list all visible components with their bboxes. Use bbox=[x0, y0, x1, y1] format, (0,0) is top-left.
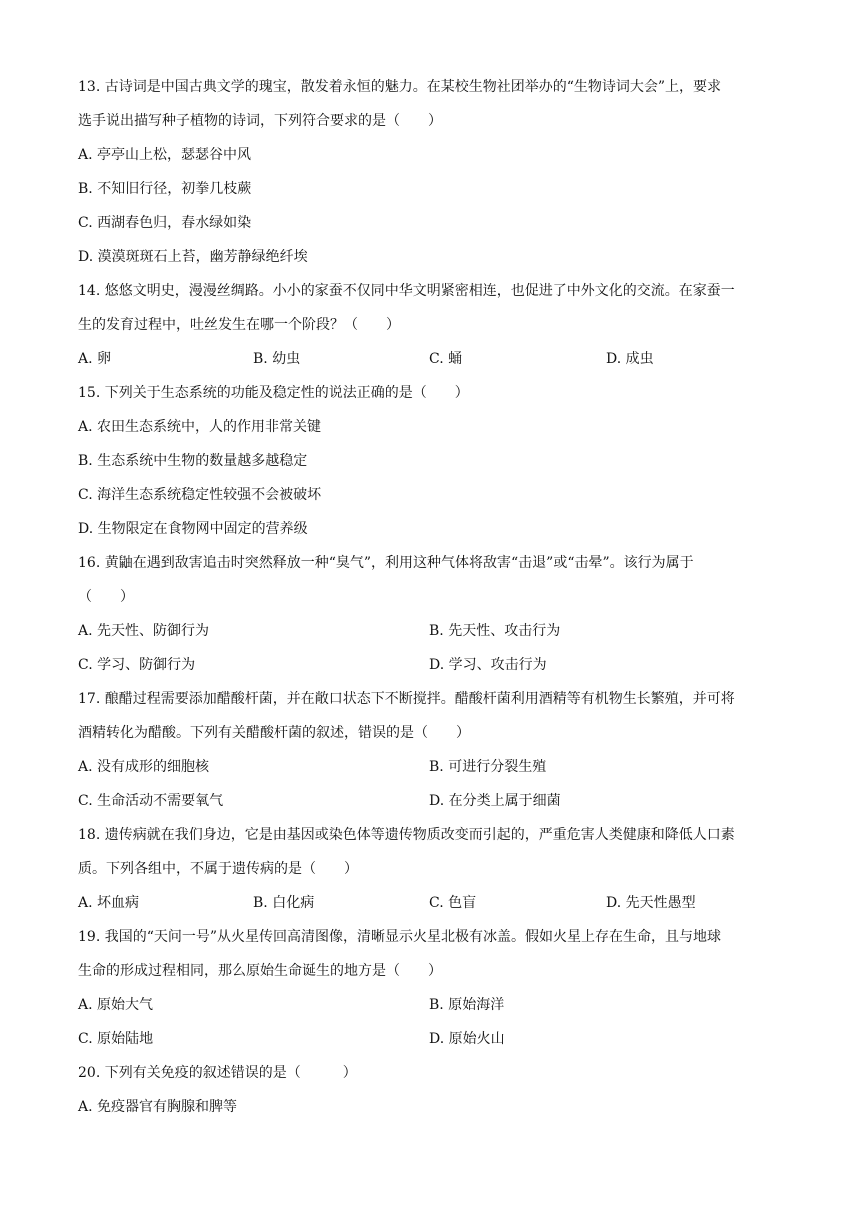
option-d: D. 学习、攻击行为 bbox=[429, 657, 547, 673]
question-15 bbox=[78, 376, 786, 546]
option-b: B. 先天性、攻击行为 bbox=[429, 623, 561, 639]
option-a: A. 卵 bbox=[78, 351, 112, 367]
question-stem: 20. 下列有关免疫的叙述错误的是（ ） bbox=[78, 1065, 357, 1081]
option-d: D. 漠漠斑斑石上苔，幽芳静绿绝纤埃 bbox=[78, 249, 308, 265]
option-b: B. 原始海洋 bbox=[429, 997, 505, 1013]
question-stem: （ ） bbox=[78, 589, 134, 605]
question-stem: 质。下列各组中，不属于遗传病的是（ ） bbox=[78, 861, 358, 877]
option-c: C. 海洋生态系统稳定性较强不会被破坏 bbox=[78, 487, 322, 503]
question-14 bbox=[78, 274, 786, 376]
question-stem: 生命的形成过程相同，那么原始生命诞生的地方是（ ） bbox=[78, 963, 442, 979]
options-row bbox=[78, 784, 786, 818]
option-d: D. 生物限定在食物网中固定的营养级 bbox=[78, 521, 308, 537]
question-18 bbox=[78, 818, 786, 920]
question-stem: 18. 遗传病就在我们身边，它是由基因或染色体等遗传物质改变而引起的，严重危害人类健康和降低人口素 bbox=[78, 827, 735, 843]
option-a: A. 没有成形的细胞核 bbox=[78, 759, 210, 775]
question-stem: 15. 下列关于生态系统的功能及稳定性的说法正确的是（ ） bbox=[78, 385, 469, 401]
question-20 bbox=[78, 1056, 786, 1124]
exam-page bbox=[78, 70, 786, 1124]
question-stem: 17. 酿醋过程需要添加醋酸杆菌，并在敞口状态下不断搅拌。醋酸杆菌利用酒精等有机物生长繁殖，并可将 bbox=[78, 691, 735, 707]
question-16 bbox=[78, 546, 786, 682]
option-d: D. 成虫 bbox=[606, 351, 654, 367]
question-stem: 14. 悠悠文明史，漫漫丝绸路。小小的家蚕不仅同中华文明紧密相连，也促进了中外文化的交流。在家蚕一 bbox=[78, 283, 735, 299]
option-c: C. 生命活动不需要氧气 bbox=[78, 793, 224, 809]
question-stem: 生的发育过程中，吐丝发生在哪一个阶段？（ ） bbox=[78, 317, 400, 333]
option-c: C. 蛹 bbox=[429, 351, 463, 367]
option-c: C. 原始陆地 bbox=[78, 1031, 154, 1047]
options-row bbox=[78, 614, 786, 648]
option-c: C. 学习、防御行为 bbox=[78, 657, 196, 673]
question-stem: 13. 古诗词是中国古典文学的瑰宝，散发着永恒的魅力。在某校生物社团举办的“生物诗词大会”上，要求 bbox=[78, 79, 722, 95]
options-row bbox=[78, 342, 786, 376]
option-b: B. 生态系统中生物的数量越多越稳定 bbox=[78, 453, 308, 469]
option-c: C. 色盲 bbox=[429, 895, 477, 911]
options-row bbox=[78, 1022, 786, 1056]
question-stem: 选手说出描写种子植物的诗词，下列符合要求的是（ ） bbox=[78, 113, 442, 129]
option-a: A. 原始大气 bbox=[78, 997, 154, 1013]
option-b: B. 白化病 bbox=[253, 895, 315, 911]
options-row bbox=[78, 648, 786, 682]
question-13 bbox=[78, 70, 786, 274]
option-d: D. 原始火山 bbox=[429, 1031, 505, 1047]
question-stem: 16. 黄鼬在遇到敌害追击时突然释放一种“臭气”，利用这种气体将敌害“击退”或“击晕”。该行为属于 bbox=[78, 555, 694, 571]
option-a: A. 坏血病 bbox=[78, 895, 140, 911]
question-17 bbox=[78, 682, 786, 818]
option-d: D. 先天性愚型 bbox=[606, 895, 696, 911]
option-a: A. 免疫器官有胸腺和脾等 bbox=[78, 1099, 238, 1115]
options-row bbox=[78, 750, 786, 784]
option-b: B. 幼虫 bbox=[253, 351, 301, 367]
options-row bbox=[78, 988, 786, 1022]
option-d: D. 在分类上属于细菌 bbox=[429, 793, 561, 809]
option-a: A. 先天性、防御行为 bbox=[78, 623, 210, 639]
option-a: A. 亭亭山上松，瑟瑟谷中风 bbox=[78, 147, 252, 163]
question-stem: 酒精转化为醋酸。下列有关醋酸杆菌的叙述，错误的是（ ） bbox=[78, 725, 470, 741]
question-19 bbox=[78, 920, 786, 1056]
option-b: B. 不知旧行径，初拳几枝蕨 bbox=[78, 181, 252, 197]
option-b: B. 可进行分裂生殖 bbox=[429, 759, 547, 775]
option-c: C. 西湖春色归，春水绿如染 bbox=[78, 215, 252, 231]
options-row bbox=[78, 886, 786, 920]
question-stem: 19. 我国的“天问一号”从火星传回高清图像，清晰显示火星北极有冰盖。假如火星上存在生命，且与地球 bbox=[78, 929, 722, 945]
option-a: A. 农田生态系统中，人的作用非常关键 bbox=[78, 419, 322, 435]
